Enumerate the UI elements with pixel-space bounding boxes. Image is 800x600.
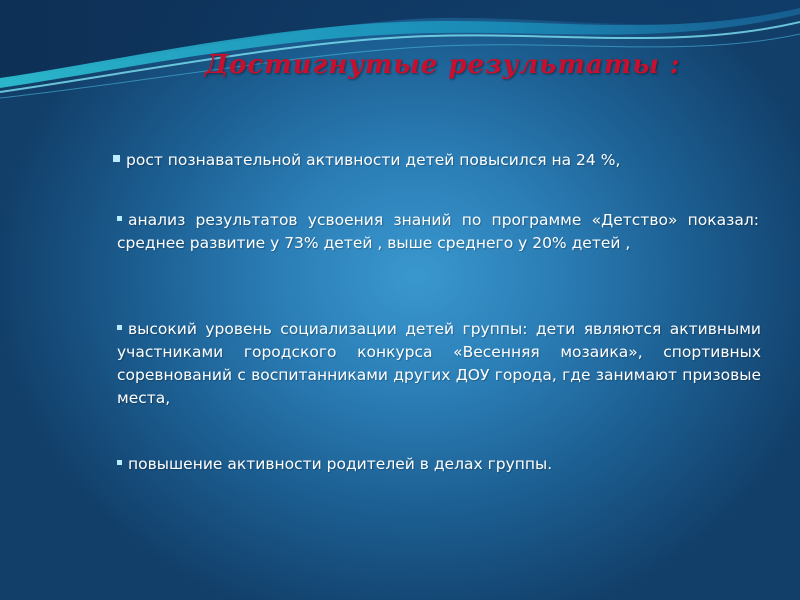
slide-title: Достигнутые результаты : [205, 50, 681, 80]
square-bullet-icon [117, 460, 122, 465]
list-item [117, 453, 759, 476]
square-bullet-icon [117, 325, 122, 330]
square-bullet-icon [117, 216, 122, 221]
list-item-text: рост познавательной активности детей повысился на 24 %, [126, 151, 621, 169]
list-item-text: высокий уровень социализации детей группы: дети являются активными участниками городского конкурса «Весенняя мозаика», спортивных соревнований с воспитанниками других ДОУ города, где занимают призовые места, [117, 320, 761, 407]
list-item [113, 149, 763, 172]
list-item-text: анализ результатов усвоения знаний по программе «Детство» показал: среднее развитие у 73% детей , выше среднего у 20% детей , [117, 211, 759, 252]
list-item [117, 209, 759, 255]
list-item-text: повышение активности родителей в делах группы. [128, 455, 553, 473]
list-item [117, 318, 761, 410]
square-bullet-icon [113, 155, 120, 162]
